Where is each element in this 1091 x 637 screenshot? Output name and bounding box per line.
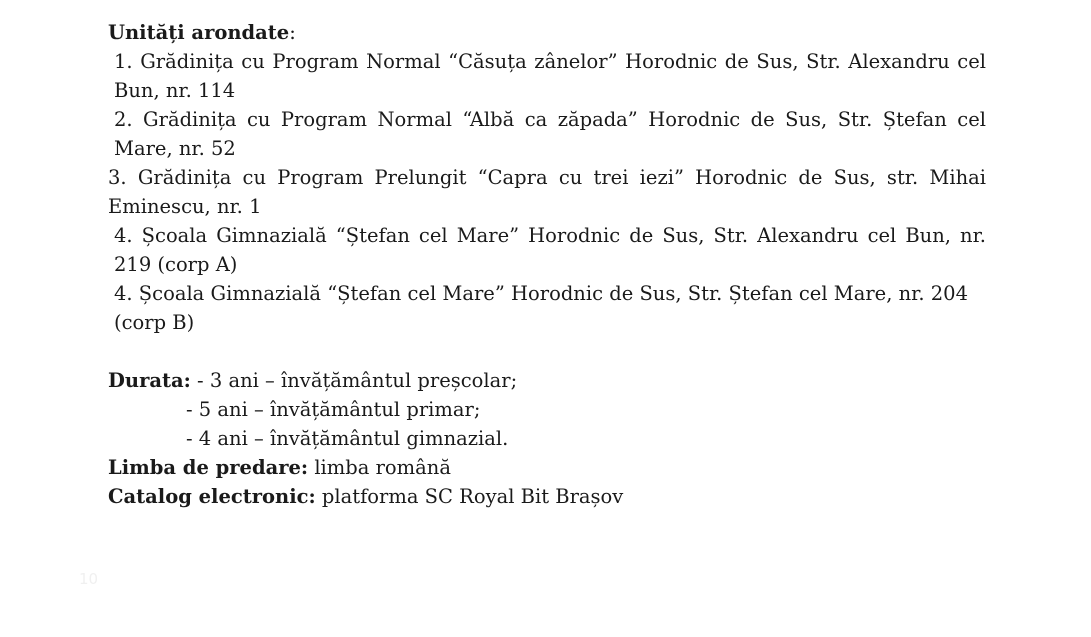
- unit-item-5-line-2: (corp B): [114, 311, 195, 334]
- units-heading: [108, 18, 986, 47]
- page-number: 10: [79, 570, 99, 588]
- teaching-language-line: [108, 453, 986, 482]
- units-heading-colon: :: [289, 21, 296, 44]
- unit-item-5-line-1: 4. Școala Gimnazială “Ștefan cel Mare” Horodnic de Sus, Str. Ștefan cel Mare, nr. 204: [114, 282, 968, 305]
- unit-item-1: 1. Grădinița cu Program Normal “Căsuța zânelor” Horodnic de Sus, Str. Alexandru cel Bun, nr. 114: [114, 50, 986, 102]
- duration-label: Durata:: [108, 369, 191, 392]
- electronic-catalog-value: platforma SC Royal Bit Brașov: [321, 485, 624, 508]
- duration-primary: - 5 ani – învățământul primar;: [186, 398, 481, 421]
- teaching-language-label: Limba de predare:: [108, 456, 309, 479]
- spacer: [108, 337, 986, 366]
- electronic-catalog-line: [108, 482, 986, 511]
- units-heading-label: Unități arondate: [108, 21, 290, 44]
- unit-item-4: 4. Școala Gimnazială “Ștefan cel Mare” Horodnic de Sus, Str. Alexandru cel Bun, nr. 219 (corp A): [114, 224, 986, 276]
- unit-item-5: [108, 279, 986, 337]
- duration-preschool: - 3 ani – învățământul preșcolar;: [197, 369, 518, 392]
- teaching-language-value: limba română: [314, 456, 451, 479]
- duration-line: [108, 366, 986, 395]
- document-page: [108, 18, 986, 511]
- electronic-catalog-label: Catalog electronic:: [108, 485, 316, 508]
- unit-item-2: 2. Grădinița cu Program Normal “Albă ca zăpada” Horodnic de Sus, Str. Ștefan cel Mare, nr. 52: [114, 108, 986, 160]
- unit-item-3: 3. Grădinița cu Program Prelungit “Capra cu trei iezi” Horodnic de Sus, str. Mihai Eminescu, nr. 1: [108, 166, 986, 218]
- duration-secondary: - 4 ani – învățământul gimnazial.: [186, 427, 509, 450]
